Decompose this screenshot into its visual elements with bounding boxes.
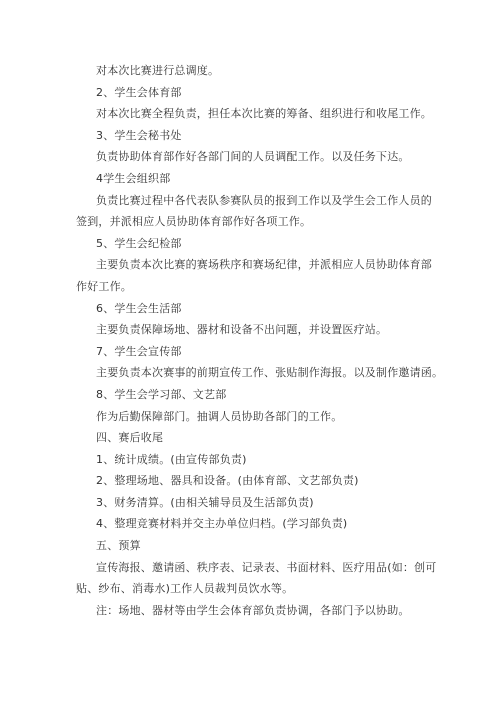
paragraph-line: 主要负责保障场地、器材和设备不出问题，并设置医疗站。	[96, 323, 388, 337]
list-item: 2、整理场地、器具和设备。(由体育部、文艺部负责)	[96, 474, 359, 488]
paragraph-line: 负责协助体育部作好各部门间的人员调配工作。以及任务下达。	[96, 150, 410, 164]
list-item: 1、统计成绩。(由宣传部负责)	[96, 452, 247, 466]
section-heading: 4学生会组织部	[96, 171, 171, 185]
paragraph: 宣传海报、邀请函、秩序表、记录表、书面材料、医疗用品(如：创可贴、纱布、消毒水)工作人员裁判员饮水等。	[76, 560, 437, 596]
paragraph-line: 主要负责本次赛事的前期宣传工作、张贴制作海报。以及制作邀请函。	[96, 366, 444, 380]
section-heading: 2、学生会体育部	[96, 85, 182, 99]
paragraph: 负责比赛过程中各代表队参赛队员的报到工作以及学生会工作人员的签到，并派相应人员协助体育部作好各项工作。	[76, 193, 432, 229]
paragraph-line: 作为后勤保障部门。抽调人员协助各部门的工作。	[96, 409, 343, 423]
section-heading: 7、学生会宣传部	[96, 344, 182, 358]
section-heading: 5、学生会纪检部	[96, 236, 182, 250]
document-body	[76, 60, 444, 621]
section-heading: 五、预算	[96, 539, 141, 553]
paragraph: 主要负责本次比赛的赛场秩序和赛场纪律，并派相应人员协助体育部作好工作。	[76, 258, 432, 293]
paragraph-line: 注：场地、器材等由学生会体育部负责协调，各部门予以协助。	[96, 603, 410, 617]
list-item: 4、整理竞赛材料并交主办单位归档。(学习部负责)	[96, 517, 348, 531]
list-item: 3、财务清算。(由相关辅导员及生活部负责)	[96, 495, 314, 509]
section-heading: 四、赛后收尾	[96, 431, 164, 445]
paragraph-line: 对本次比赛全程负责，担任本次比赛的筹备、组织进行和收尾工作。	[96, 107, 432, 121]
section-heading: 6、学生会生活部	[96, 301, 182, 315]
paragraph-line: 对本次比赛进行总调度。	[96, 64, 220, 77]
section-heading: 8、学生会学习部、文艺部	[96, 387, 227, 401]
section-heading: 3、学生会秘书处	[96, 128, 182, 142]
